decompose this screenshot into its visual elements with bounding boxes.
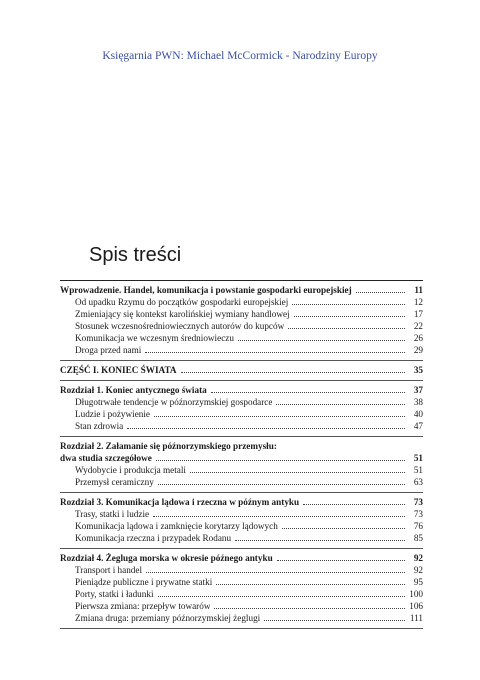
toc-page-number: 11: [414, 285, 423, 295]
toc-subentry[interactable]: [60, 600, 423, 612]
toc-page-number: 73: [413, 497, 423, 507]
toc-section: [60, 280, 423, 360]
toc-page-number: 100: [409, 589, 423, 599]
dot-leader: [282, 528, 405, 529]
toc-entry-label: Trasy, statki i ludzie: [75, 509, 150, 519]
toc-page-number: 37: [413, 385, 423, 395]
toc-subentry[interactable]: [60, 508, 423, 520]
toc-page-number: 73: [413, 509, 423, 519]
toc-chapter-entry[interactable]: [60, 364, 423, 376]
dot-leader: [264, 620, 405, 621]
toc-subentry[interactable]: [60, 308, 423, 320]
dot-leader: [156, 460, 405, 461]
toc-entry-label: Rozdział 4. Żegluga morska w okresie późnego antyku: [60, 553, 273, 563]
toc-entry-label: Rozdział 2. Załamanie się późnorzymskiego przemysłu:: [60, 441, 277, 451]
toc-entry-label: Rozdział 3. Komunikacja lądowa i rzeczna w późnym antyku: [60, 497, 300, 507]
dot-leader: [276, 404, 405, 405]
toc-entry-label: CZĘŚĆ I. KONIEC ŚWIATA: [60, 365, 177, 375]
toc-chapter-entry[interactable]: [60, 452, 423, 464]
toc-subentry[interactable]: [60, 464, 423, 476]
dot-leader: [288, 328, 405, 329]
toc-entry-label: Zmieniający się kontekst karolińskiej wymiany handlowej: [75, 309, 290, 319]
dot-leader: [238, 340, 405, 341]
dot-leader: [190, 472, 405, 473]
dot-leader: [181, 372, 405, 373]
toc-subentry[interactable]: [60, 576, 423, 588]
toc-page-number: 38: [413, 397, 423, 407]
dot-leader: [158, 484, 405, 485]
toc-subentry[interactable]: [60, 320, 423, 332]
toc-page-number: 51: [413, 465, 423, 475]
toc-entry-label: Pieniądze publiczne i prywatne statki: [75, 577, 213, 587]
toc-page-number: 35: [413, 365, 423, 375]
toc-subentry[interactable]: [60, 476, 423, 488]
dot-leader: [356, 292, 405, 293]
toc-page-number: 47: [413, 421, 423, 431]
toc-entry-label: Wprowadzenie. Handel, komunikacja i powstanie gospodarki europejskiej: [60, 285, 352, 295]
toc-entry-label: Zmiana druga: przemiany późnorzymskiej żeglugi: [75, 613, 261, 623]
toc-subentry[interactable]: [60, 332, 423, 344]
toc-entry-label: Ludzie i pożywienie: [75, 409, 151, 419]
dot-leader: [145, 352, 405, 353]
dot-leader: [216, 584, 405, 585]
page-title: Spis treści: [89, 244, 182, 266]
toc-entry-label: Komunikacja rzeczna i przypadek Rodanu: [75, 533, 232, 543]
dot-leader: [277, 560, 405, 561]
toc-section: [60, 380, 423, 436]
toc-entry-label: Komunikacja lądowa i zamknięcie korytarzy lądowych: [75, 521, 278, 531]
toc-section: [60, 548, 423, 628]
toc-chapter-entry[interactable]: [60, 552, 423, 564]
toc-subentry[interactable]: [60, 344, 423, 356]
toc-entry-label: Przemysł ceramiczny: [75, 477, 154, 487]
toc-entry-label: Od upadku Rzymu do początków gospodarki europejskiej: [75, 297, 289, 307]
toc-page-number: 85: [413, 533, 423, 543]
toc-subentry[interactable]: [60, 564, 423, 576]
toc-subentry[interactable]: [60, 420, 423, 432]
toc-subentry[interactable]: [60, 612, 423, 624]
toc-entry-label: dwa studia szczegółowe: [60, 453, 152, 463]
page-header: Księgarnia PWN: Michael McCormick - Narodziny Europy: [102, 50, 378, 62]
toc-page-number: 12: [413, 297, 423, 307]
table-of-contents: [60, 280, 423, 629]
dot-leader: [292, 304, 405, 305]
toc-subentry[interactable]: [60, 396, 423, 408]
dot-leader: [211, 392, 405, 393]
toc-page-number: 22: [413, 321, 423, 331]
dot-leader: [154, 416, 405, 417]
toc-entry-label: Stan zdrowia: [75, 421, 124, 431]
toc-chapter-entry[interactable]: [60, 496, 423, 508]
toc-entry-label: Komunikacja we wczesnym średniowieczu: [75, 333, 234, 343]
toc-page-number: 63: [413, 477, 423, 487]
toc-page-number: 111: [409, 613, 423, 623]
toc-entry-label: Rozdział 1. Koniec antycznego świata: [60, 385, 207, 395]
toc-page-number: 92: [413, 565, 423, 575]
toc-page-number: 26: [413, 333, 423, 343]
toc-section: [60, 360, 423, 380]
toc-subentry[interactable]: [60, 408, 423, 420]
toc-subentry[interactable]: [60, 296, 423, 308]
toc-page-number: 51: [413, 453, 423, 463]
dot-leader: [153, 516, 405, 517]
dot-leader: [235, 540, 405, 541]
toc-section: [60, 436, 423, 492]
toc-subentry[interactable]: [60, 520, 423, 532]
dot-leader: [146, 572, 405, 573]
toc-entry-label: Porty, statki i ładunki: [75, 589, 154, 599]
toc-section: [60, 492, 423, 548]
toc-subentry[interactable]: [60, 588, 423, 600]
toc-page-number: 29: [413, 345, 423, 355]
toc-entry-label: Droga przed nami: [75, 345, 142, 355]
toc-entry-label: Długotrwałe tendencje w późnorzymskiej gospodarce: [75, 397, 273, 407]
toc-page-number: 40: [413, 409, 423, 419]
toc-entry-label: Pierwsza zmiana: przepływ towarów: [75, 601, 211, 611]
toc-chapter-entry[interactable]: [60, 284, 423, 296]
toc-entry-label: Wydobycie i produkcja metali: [75, 465, 186, 475]
dot-leader: [303, 504, 405, 505]
toc-page-number: 92: [413, 553, 423, 563]
toc-entry-label: Transport i handel: [75, 565, 143, 575]
toc-page-number: 76: [413, 521, 423, 531]
dot-leader: [294, 316, 405, 317]
toc-entry-label: Stosunek wczesnośredniowiecznych autorów do kupców: [75, 321, 285, 331]
dot-leader: [214, 608, 405, 609]
toc-page-number: 106: [409, 601, 423, 611]
dot-leader: [127, 428, 405, 429]
toc-chapter-entry[interactable]: [60, 440, 423, 452]
toc-page-number: 17: [413, 309, 423, 319]
toc-bottom-rule: [60, 628, 423, 629]
toc-page-number: 95: [413, 577, 423, 587]
toc-subentry[interactable]: [60, 532, 423, 544]
toc-chapter-entry[interactable]: [60, 384, 423, 396]
dot-leader: [158, 596, 405, 597]
